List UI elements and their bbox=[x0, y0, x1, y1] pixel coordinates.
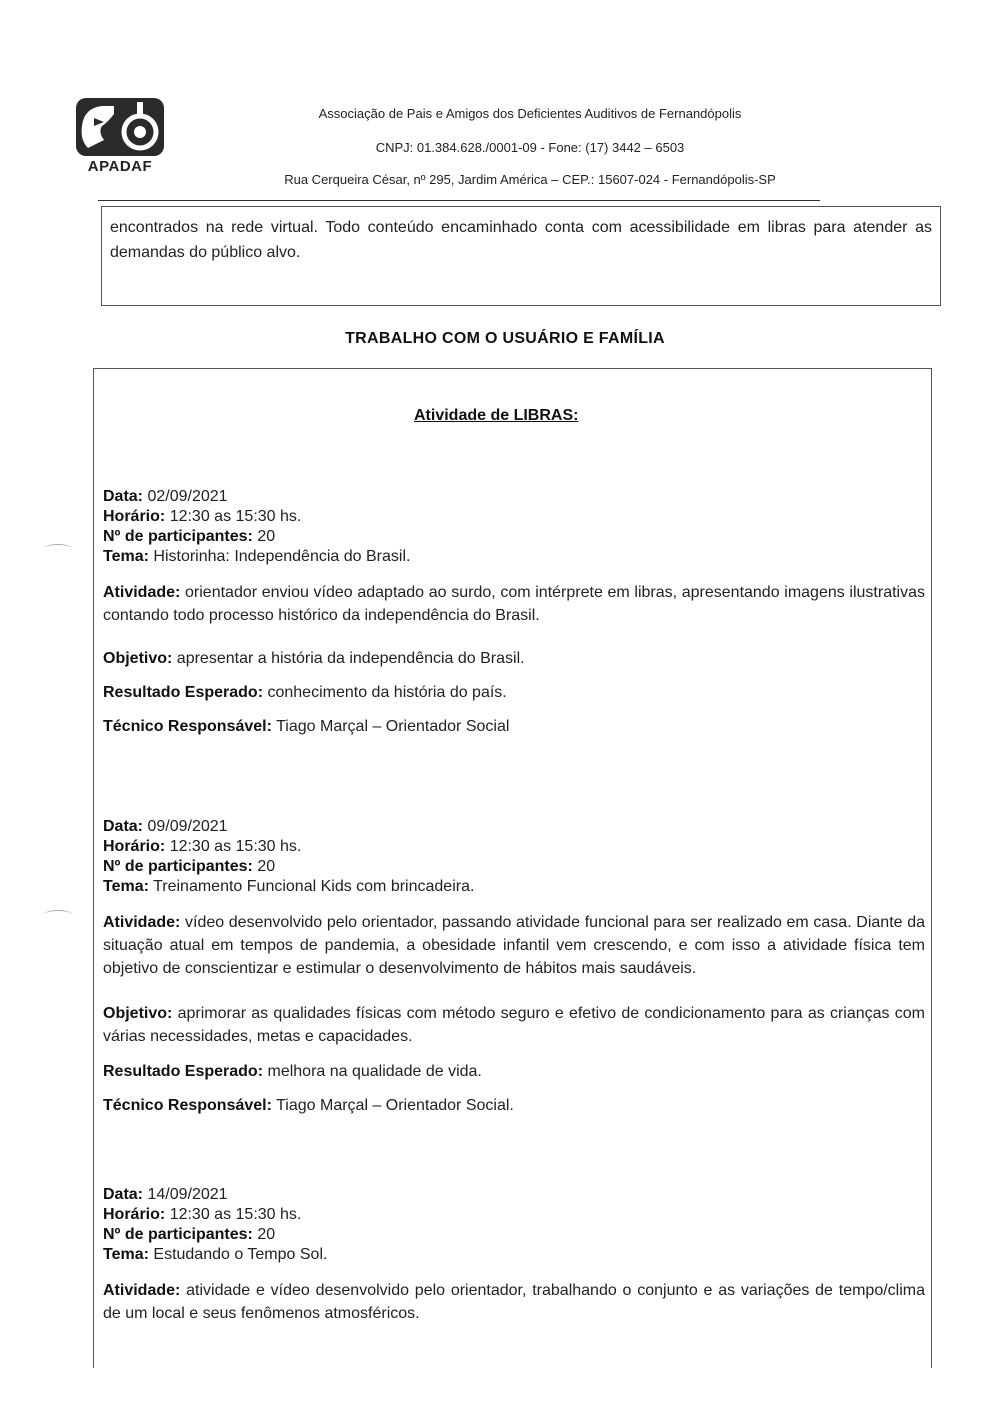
previous-section-box bbox=[101, 206, 941, 306]
activity-entry bbox=[103, 487, 925, 737]
time-value: 12:30 as 15:30 hs. bbox=[169, 1206, 302, 1223]
expected-result-text: melhora na qualidade de vida. bbox=[267, 1063, 482, 1080]
participants-line: Nº de participantes: 20 bbox=[103, 858, 276, 875]
technician-text: Tiago Marçal – Orientador Social. bbox=[276, 1097, 514, 1114]
apadaf-logo bbox=[70, 96, 170, 182]
participants-value: 20 bbox=[257, 858, 276, 875]
logo-text: APADAF bbox=[87, 158, 153, 175]
objective-text: aprimorar as qualidades físicas com método seguro e efetivo de condicionamento para as crianças com várias necessidades, metas e capacidades. bbox=[103, 1005, 925, 1045]
date-value: 09/09/2021 bbox=[147, 818, 228, 835]
participants-value: 20 bbox=[257, 528, 276, 545]
time-value: 12:30 as 15:30 hs. bbox=[169, 508, 302, 525]
org-name: Associação de Pais e Amigos dos Deficientes Auditivos de Fernandópolis bbox=[318, 106, 742, 121]
box-heading: Atividade de LIBRAS: bbox=[414, 407, 579, 424]
scan-mark bbox=[44, 544, 72, 553]
activity-paragraph: Atividade: orientador enviou vídeo adaptado ao surdo, com intérprete em libras, apresentando imagens ilustrativas contando todo processo histórico da independência do Brasil. bbox=[103, 584, 925, 624]
previous-section-text: encontrados na rede virtual. Todo conteúdo encaminhado conta com acessibilidade em libras para atender as demandas do público alvo. bbox=[110, 219, 932, 261]
logo-emblem-icon bbox=[74, 96, 166, 158]
expected-result-line: Resultado Esperado: melhora na qualidade de vida. bbox=[103, 1063, 482, 1080]
technician-text: Tiago Marçal – Orientador Social bbox=[276, 718, 510, 735]
objective-paragraph: Objetivo: aprimorar as qualidades físicas com método seguro e efetivo de condicionamento para as crianças com várias necessidades, metas e capacidades. bbox=[103, 1005, 925, 1045]
participants-line: Nº de participantes: 20 bbox=[103, 528, 276, 545]
technician-line: Técnico Responsável: Tiago Marçal – Orientador Social. bbox=[103, 1097, 514, 1114]
date-line: Data: 02/09/2021 bbox=[103, 488, 228, 505]
activity-paragraph: Atividade: atividade e vídeo desenvolvido pelo orientador, trabalhando o conjunto e as variações de tempo/clima de um local e seus fenômenos atmosféricos. bbox=[103, 1282, 925, 1322]
scan-mark bbox=[44, 910, 72, 919]
activity-text: vídeo desenvolvido pelo orientador, passando atividade funcional para ser realizado em casa. Diante da situação atual em tempos de pandemia, a obesidade infantil vem crescendo, e com isso a atividade física tem objetivo de conscientizar e estimular o desenvolvimento de hábitos mais saudáveis. bbox=[103, 914, 925, 977]
expected-result-text: conhecimento da história do país. bbox=[267, 684, 507, 701]
header-divider bbox=[98, 200, 820, 201]
activities-box bbox=[93, 368, 932, 1368]
technician-line: Técnico Responsável: Tiago Marçal – Orientador Social bbox=[103, 718, 510, 735]
time-line: Horário: 12:30 as 15:30 hs. bbox=[103, 838, 302, 855]
time-line: Horário: 12:30 as 15:30 hs. bbox=[103, 508, 302, 525]
expected-result-line: Resultado Esperado: conhecimento da história do país. bbox=[103, 684, 507, 701]
theme-value: Historinha: Independência do Brasil. bbox=[153, 548, 411, 565]
section-title: TRABALHO COM O USUÁRIO E FAMÍLIA bbox=[345, 330, 665, 347]
date-value: 14/09/2021 bbox=[147, 1186, 228, 1203]
theme-value: Treinamento Funcional Kids com brincadeira. bbox=[153, 878, 475, 895]
participants-line: Nº de participantes: 20 bbox=[103, 1226, 276, 1243]
activity-paragraph: Atividade: vídeo desenvolvido pelo orientador, passando atividade funcional para ser realizado em casa. Diante da situação atual em tempos de pandemia, a obesidade infantil vem crescendo, e com isso a atividade física tem objetivo de conscientizar e estimular o desenvolvimento de hábitos mais saudáveis. bbox=[103, 914, 925, 977]
activity-entry bbox=[103, 817, 925, 1116]
cnpj-phone-line: CNPJ: 01.384.628./0001-09 - Fone: (17) 3442 – 6503 bbox=[375, 140, 685, 155]
time-line: Horário: 12:30 as 15:30 hs. bbox=[103, 1206, 302, 1223]
theme-line: Tema: Treinamento Funcional Kids com brincadeira. bbox=[103, 878, 475, 895]
time-value: 12:30 as 15:30 hs. bbox=[169, 838, 302, 855]
theme-line: Tema: Estudando o Tempo Sol. bbox=[103, 1246, 328, 1263]
date-value: 02/09/2021 bbox=[147, 488, 228, 505]
objective-line: Objetivo: apresentar a história da independência do Brasil. bbox=[103, 650, 525, 667]
activity-entry bbox=[103, 1185, 925, 1325]
activity-text: orientador enviou vídeo adaptado ao surdo, com intérprete em libras, apresentando imagens ilustrativas contando todo processo histórico da independência do Brasil. bbox=[103, 584, 925, 624]
activity-text: atividade e vídeo desenvolvido pelo orientador, trabalhando o conjunto e as variações de tempo/clima de um local e seus fenômenos atmosféricos. bbox=[103, 1282, 925, 1322]
participants-value: 20 bbox=[257, 1226, 276, 1243]
address-line: Rua Cerqueira César, nº 295, Jardim América – CEP.: 15607-024 - Fernandópolis-SP bbox=[284, 172, 776, 187]
objective-text: apresentar a história da independência do Brasil. bbox=[176, 650, 525, 667]
date-line: Data: 14/09/2021 bbox=[103, 1186, 228, 1203]
date-line: Data: 09/09/2021 bbox=[103, 818, 228, 835]
theme-value: Estudando o Tempo Sol. bbox=[153, 1246, 328, 1263]
theme-line: Tema: Historinha: Independência do Brasil. bbox=[103, 548, 411, 565]
